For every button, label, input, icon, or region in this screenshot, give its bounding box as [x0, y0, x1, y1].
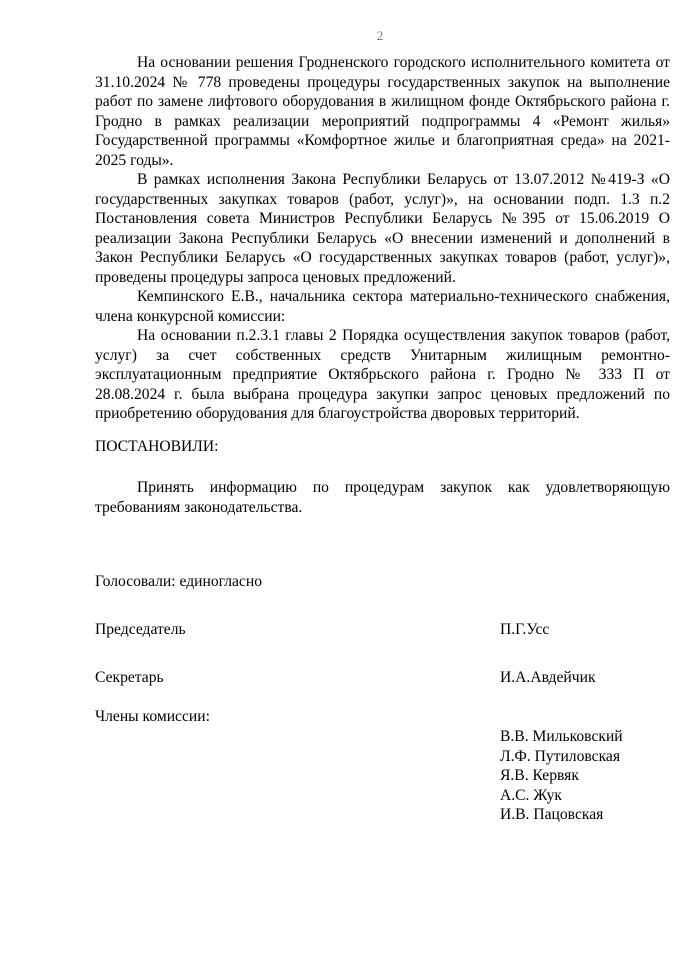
- chairman-label: Председатель: [95, 621, 186, 638]
- page-number: 2: [376, 28, 384, 43]
- secretary-name: И.А.Авдейчик: [500, 669, 596, 686]
- secretary-label: Секретарь: [95, 669, 164, 686]
- member-name: А.С. Жук: [500, 786, 562, 804]
- paragraph-law-execution: В рамках исполнения Закона Республики Беларусь от 13.07.2012 №419-З «О государственных закупках товаров (работ, услуг)», на основании подп. 1.3 п.2 Постановления совета Министров Республики Беларусь №395 от 15.06.2019 О реализации Закона Республики Беларусь «О внесении изменений и дополнений в Закон Республики Беларусь «О государственных закупках товаров (работ, услуг)», проведены процедуры запроса ценовых предложений.: [95, 171, 670, 286]
- member-name: Л.Ф. Путиловская: [500, 747, 621, 765]
- chairman-name: П.Г.Усс: [500, 621, 550, 638]
- member-name: И.В. Пацовская: [500, 806, 604, 823]
- decision-text: Принять информацию по процедурам закупок как удовлетворяющую требованиям законодательства.: [95, 479, 670, 516]
- member-name: В.В. Мильковский: [500, 728, 623, 745]
- document-body: [95, 53, 670, 424]
- vote-result: Голосовали: единогласно: [95, 573, 262, 590]
- paragraph-speaker: Кемпинского Е.В., начальника сектора материально-технического снабжения, члена конкурсной комиссии:: [95, 288, 670, 325]
- members-list: [500, 727, 623, 825]
- member-name: Я.В. Кервяк: [500, 767, 579, 784]
- decision-block: [95, 478, 670, 517]
- paragraph-own-funds-procurement: На основании п.2.3.1 главы 2 Порядка осуществления закупок товаров (работ, услуг) за счет собственных средств Унитарным жилищным ремонтно-эксплуатационным предприятие Октябрьского района г. Гродно № 333 П от 28.08.2024 г. была выбрана процедура закупки запрос ценовых предложений по приобретению оборудования для благоустройства дворовых территорий.: [95, 327, 670, 422]
- resolved-heading: ПОСТАНОВИЛИ:: [95, 438, 219, 455]
- members-label: Члены комиссии:: [95, 708, 210, 725]
- paragraph-procurement-decision: На основании решения Гродненского городского исполнительного комитета от 31.10.2024 № 778 проведены процедуры государственных закупок на выполнение работ по замене лифтового оборудования в жилищном фонде Октябрьского района г. Гродно в рамках реализации мероприятий подпрограммы 4 «Ремонт жилья» Государственной программы «Комфортное жилье и благоприятная среда» на 2021-2025 годы».: [95, 54, 670, 169]
